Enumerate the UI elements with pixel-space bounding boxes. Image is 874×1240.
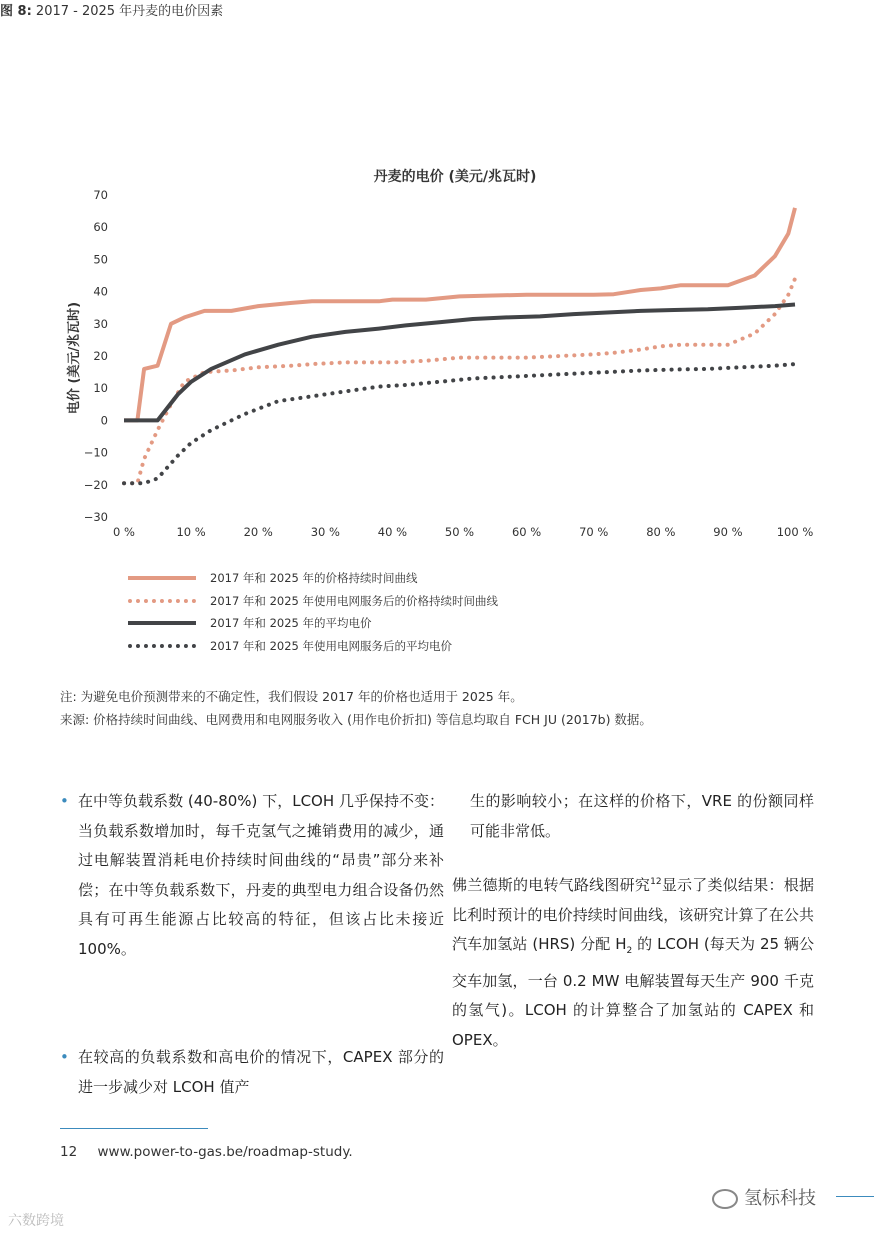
y-tick-label: 0 [100,413,108,428]
x-tick-label: 50 % [444,525,475,539]
chart-note: 注: 为避免电价预测带来的不确定性，我们假设 2017 年的价格也适用于 2025 年。 [60,689,523,704]
y-axis-label: 电价 (美元/兆瓦时) [67,301,82,415]
y-tick-label: 50 [93,252,108,267]
brand-label: 氢标科技 [744,1188,816,1209]
y-tick-label: 70 [93,188,108,202]
right-column [452,787,814,1055]
paragraph-text: 显示了类似结果：根据比利时预计的电价持续时间曲线，该研究计算了在公共汽车加氢站 (HRS) 分配 H [452,876,814,953]
footnote-url[interactable]: www.power-to-gas.be/roadmap-study. [97,1144,353,1160]
bullet-dot: • [60,792,69,810]
legend-label: 2017 年和 2025 年使用电网服务后的价格持续时间曲线 [210,594,498,608]
y-tick-label: 20 [93,349,108,363]
y-tick-label: 30 [93,316,108,331]
legend-item-average-price [128,613,372,633]
bullet-item [60,787,444,964]
x-tick-label: 70 % [579,525,609,539]
corner-watermark [8,1210,64,1230]
x-tick-label: 60 % [511,525,542,539]
legend-label: 2017 年和 2025 年使用电网服务后的平均电价 [210,639,452,653]
legend-item-price-duration-grid [128,591,498,611]
bullet-continuation: 生的影响较小；在这样的价格下，VRE 的份额同样可能非常低。 [470,792,814,840]
chart-source: 来源: 价格持续时间曲线、电网费用和电网服务收入 (用作电价折扣) 等信息均取自 FCH JU (2017b) 数据。 [60,712,652,727]
x-tick-label: 20 % [243,525,273,539]
paragraph [452,868,814,1055]
x-tick-label: 10 % [176,525,206,539]
brand-watermark [712,1184,816,1210]
series-line-1 [124,208,795,421]
legend-label: 2017 年和 2025 年的价格持续时间曲线 [210,571,418,585]
x-tick-label: 40 % [377,525,408,539]
x-tick-label: 100 % [776,525,814,539]
x-axis-ticks [113,525,813,539]
y-axis-ticks [84,188,108,524]
y-tick-label: −20 [83,477,108,492]
subscript: 2 [626,946,633,956]
bullet-text: 在中等负载系数 (40-80%) 下，LCOH 几乎保持不变：当负载系数增加时，每千克氢气之摊销费用的减少，通过电解装置消耗电价持续时间曲线的“昂贵”部分来补偿；在中等负载系数下，丹麦的典型电力组合设备仍然具有可再生能源占比较高的特征，但该占比未接近 100%。 [78,792,444,958]
legend-item-average-price-grid [128,636,452,656]
y-tick-label: −30 [83,510,108,524]
wechat-icon [712,1189,738,1209]
series-line-3 [124,305,795,421]
legend-swatch-dotted-salmon [128,599,196,603]
footnote-divider [60,1128,208,1129]
x-tick-label: 30 % [310,525,340,539]
paragraph-text: 的 LCOH (每天为 25 辆公交车加氢，一台 0.2 MW 电解装置每天生产 900 千克的氢气)。LCOH 的计算整合了加氢站的 CAPEX 和 OPEX。 [452,935,815,1049]
figure-label: 图 8: [0,4,32,19]
y-tick-label: 10 [93,381,108,396]
bullet-text: 在较高的负载系数和高电价的情况下，CAPEX 部分的进一步减少对 LCOH 值产 [78,1048,444,1096]
footnote-number: 12 [60,1144,78,1160]
figure-caption [0,0,874,19]
figure-title: 2017 - 2025 年丹麦的电价因素 [35,4,224,19]
y-tick-label: 60 [93,220,108,235]
page-rule [836,1196,874,1197]
series-line-4 [124,364,795,483]
bullet-dot: • [60,1048,69,1066]
chart-title: 丹麦的电价 (美元/兆瓦时) [373,169,537,185]
x-tick-label: 80 % [646,525,676,539]
watermark-text: 六数跨境 [8,1213,64,1229]
legend-swatch-dotted-dark [128,644,196,648]
legend-item-price-duration [128,568,418,588]
legend-label: 2017 年和 2025 年的平均电价 [210,616,372,630]
x-tick-label: 0 % [113,525,135,539]
y-tick-label: 40 [93,284,108,299]
footnote [60,1144,353,1160]
paragraph-text: 佛兰德斯的电转气路线图研究 [452,876,651,894]
series-layer [124,208,795,483]
y-tick-label: −10 [83,445,108,460]
x-tick-label: 90 % [713,525,743,539]
legend-swatch-solid-dark [128,621,196,625]
bullet-item [60,1043,444,1102]
legend-swatch-solid-salmon [128,576,196,580]
footnote-ref[interactable]: 12 [650,877,662,887]
